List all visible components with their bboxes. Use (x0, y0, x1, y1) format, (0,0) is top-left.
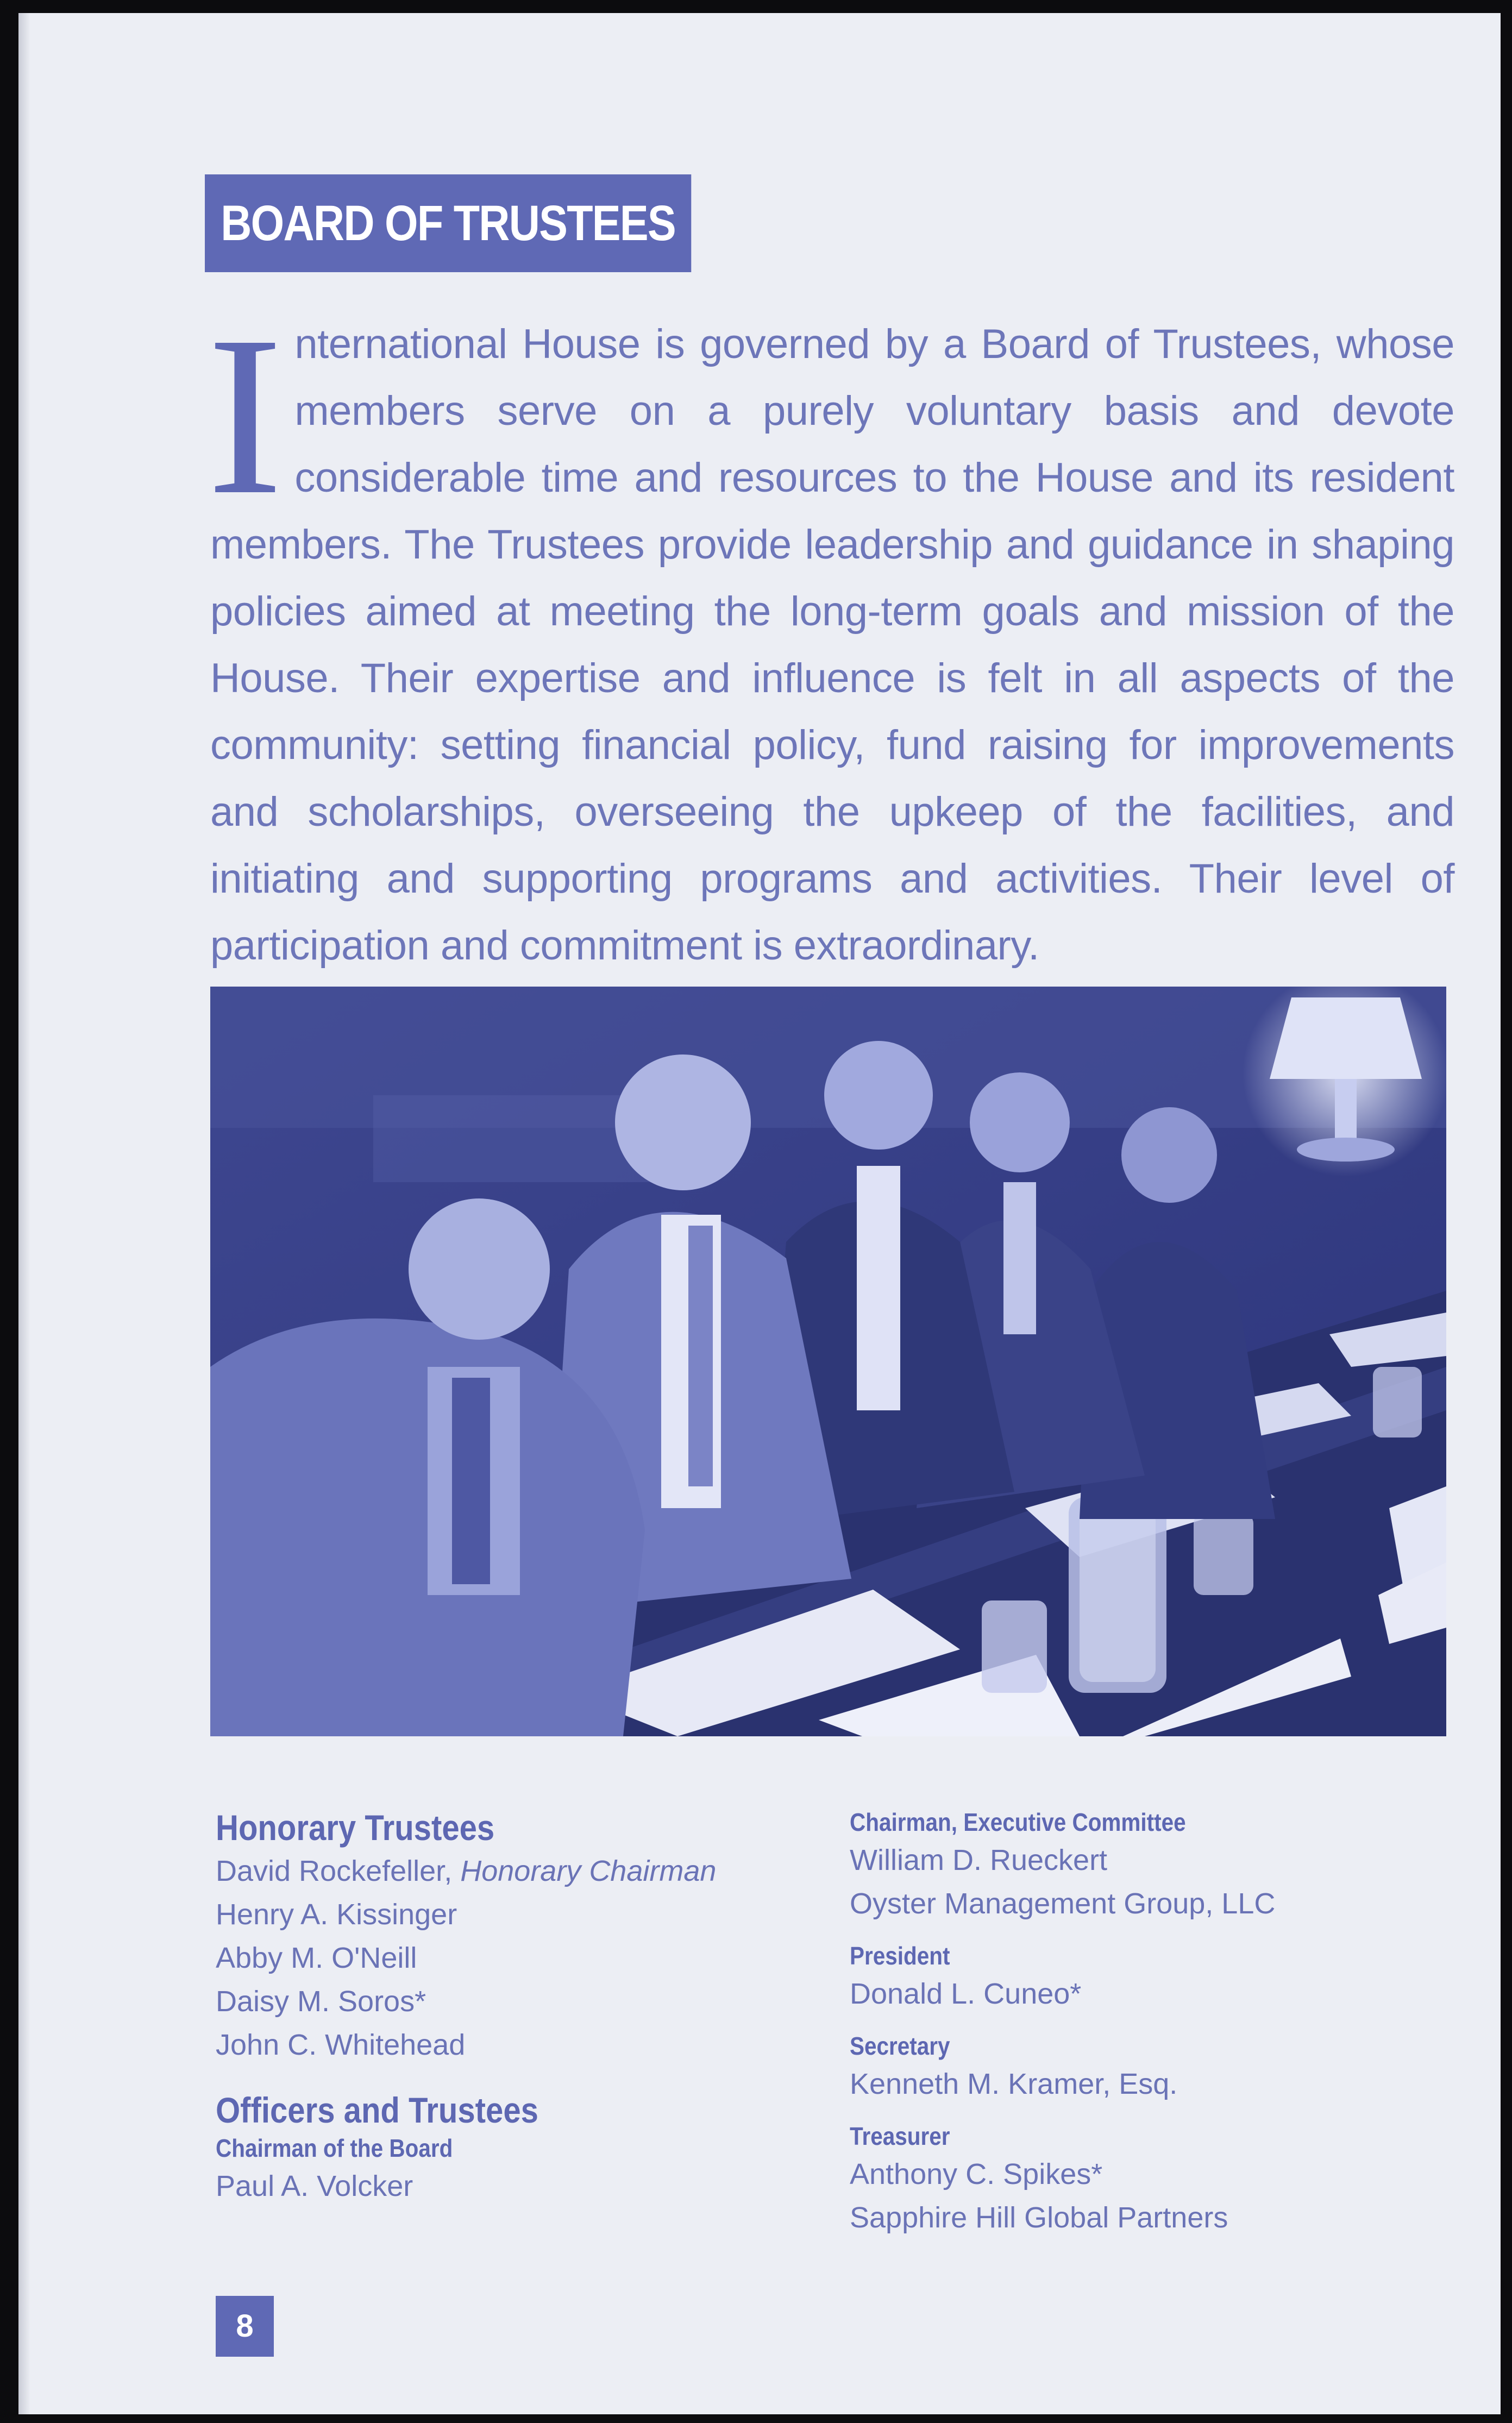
role-label: Treasurer (850, 2122, 950, 2150)
intro-paragraph (207, 289, 1454, 979)
honorary-trustees-column (216, 1806, 786, 2208)
role-label: President (850, 1942, 950, 1970)
role-label: Chairman, Executive Committee (850, 1808, 1186, 1836)
trustee-name-text: David Rockefeller, (216, 1855, 453, 1887)
officer-name: Donald L. Cuneo* (850, 1978, 1082, 2010)
spacer (850, 2106, 1447, 2120)
intro-text: nternational House is governed by a Board of Trustees, whose members serve on a purely voluntary basis and devote considerable time and resources to the House and its resident members. The Trustees provide leadership and guidance in shaping policies aimed at meeting the long-term goals and mission of the House. Their expertise and influence is felt in all aspects of the community: setting financial policy, fund raising for improvements and scholarships, overseeing the upkeep of the facilities, and initiating and supporting programs and activities. Their level of participation and commitment is extraordinary. (210, 321, 1454, 969)
role-label: Secretary (850, 2032, 950, 2060)
page-number: 8 (216, 2296, 274, 2357)
officer-name: William D. Rueckert (850, 1844, 1108, 1876)
spacer (850, 1925, 1447, 1939)
brochure-page (18, 13, 1501, 2414)
officers-column (850, 1806, 1447, 2239)
honorary-trustees-heading: Honorary Trustees (216, 1807, 495, 1848)
officer-affiliation: Sapphire Hill Global Partners (850, 2201, 1228, 2234)
officers-heading: Officers and Trustees (216, 2090, 538, 2130)
trustee-name: John C. Whitehead (216, 2029, 466, 2061)
spacer (850, 2016, 1447, 2030)
photo-illustration (210, 987, 1446, 1736)
officer-affiliation: Oyster Management Group, LLC (850, 1887, 1276, 1920)
trustee-name: Daisy M. Soros* (216, 1985, 426, 2018)
trustee-title: Honorary Chairman (460, 1855, 717, 1887)
trustee-name (216, 1849, 786, 1893)
trustee-name: Abby M. O'Neill (216, 1942, 417, 1974)
trustee-name: Henry A. Kissinger (216, 1898, 457, 1931)
spacer (216, 2067, 786, 2088)
drop-cap: I (207, 289, 283, 542)
section-title: BOARD OF TRUSTEES (205, 174, 691, 272)
officer-name: Anthony C. Spikes* (850, 2158, 1103, 2190)
role-label: Chairman of the Board (216, 2134, 453, 2162)
officer-name: Kenneth M. Kramer, Esq. (850, 2068, 1178, 2100)
officer-name: Paul A. Volcker (216, 2170, 413, 2202)
page-binding-shadow (18, 13, 30, 2414)
board-meeting-photo (210, 987, 1446, 1736)
